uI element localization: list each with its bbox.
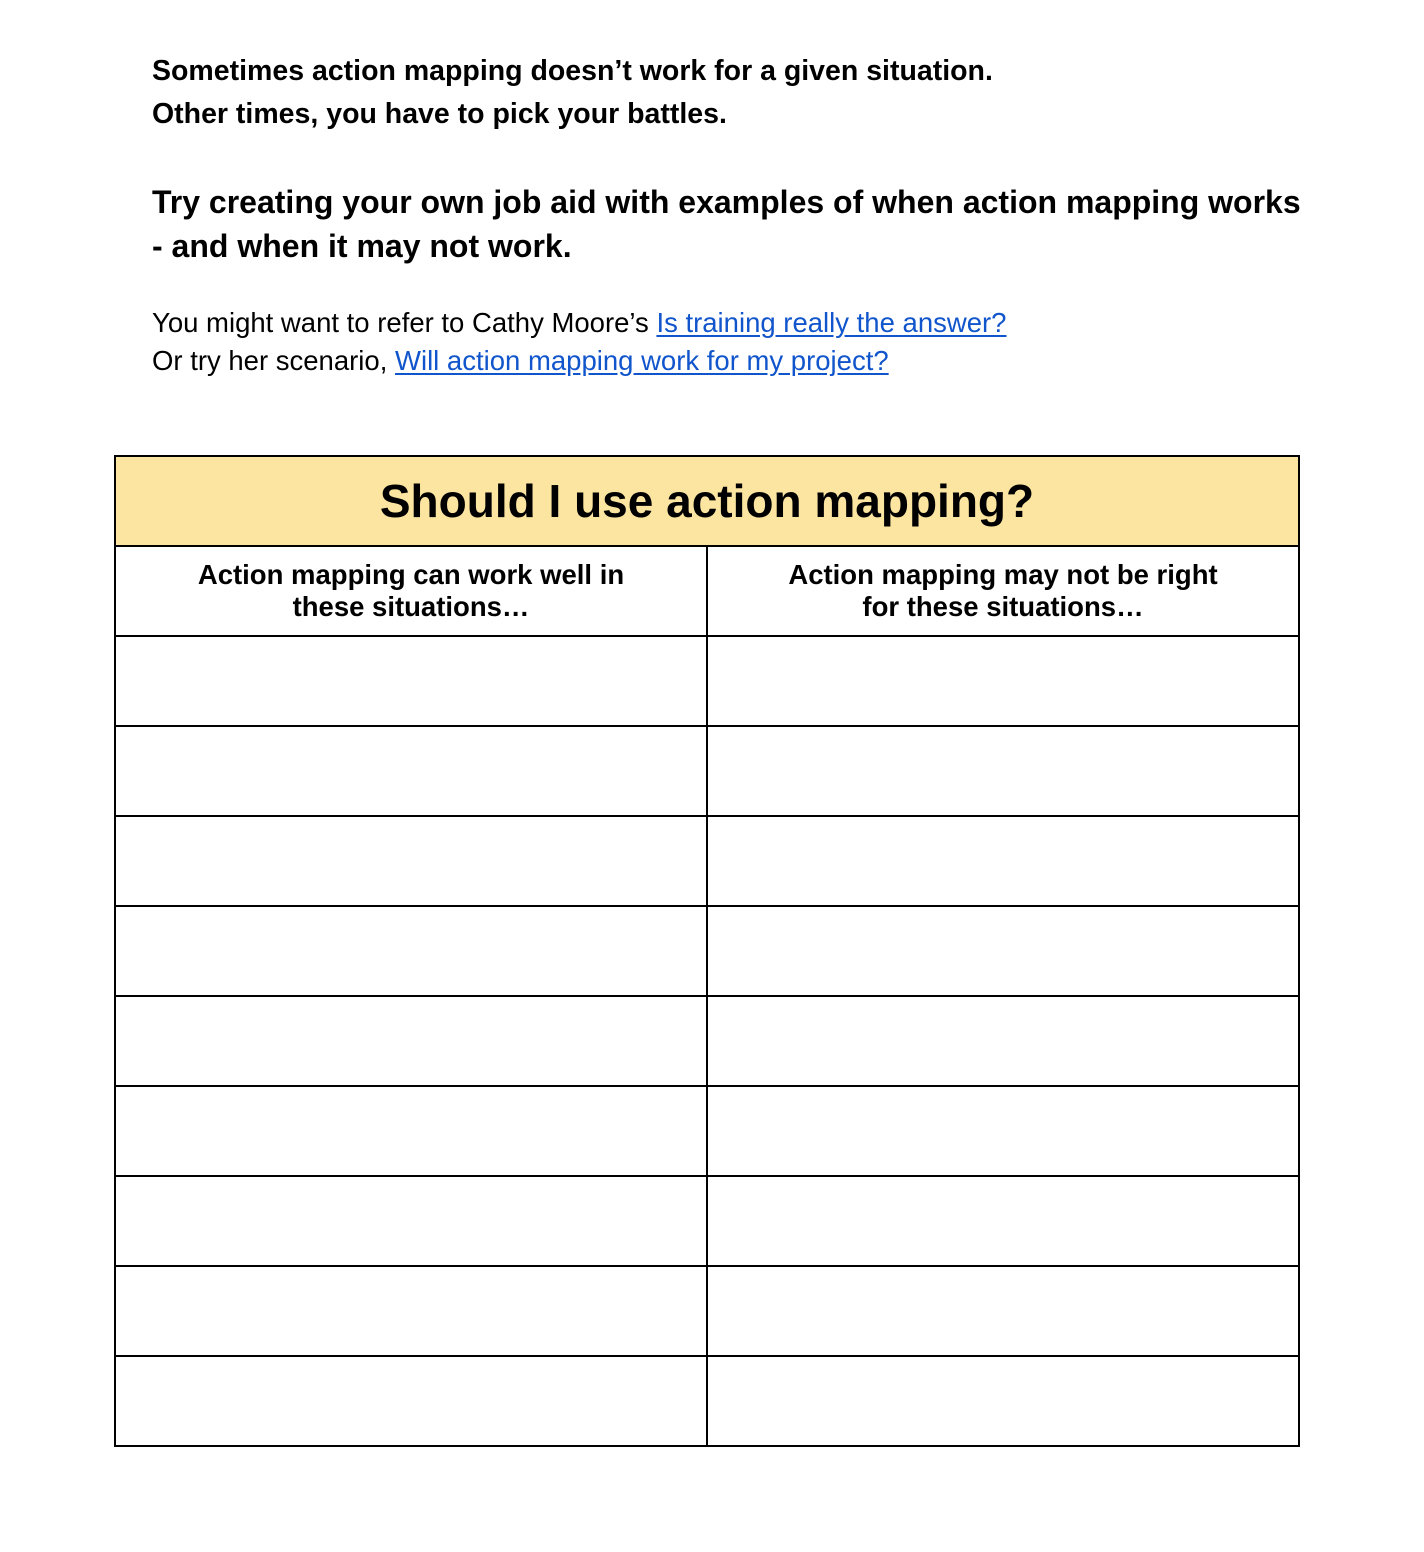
not-cell[interactable] (707, 1086, 1299, 1176)
column-header-works-label: Action mapping can work well in these situations… (197, 559, 625, 622)
job-aid-table (114, 455, 1300, 1447)
table-row (115, 636, 1299, 726)
works-cell[interactable] (115, 816, 707, 906)
table-row (115, 1176, 1299, 1266)
not-cell[interactable] (707, 1266, 1299, 1356)
intro-section (152, 50, 1302, 380)
task-prompt: Try creating your own job aid with examples of when action mapping works - and when it may not work. (152, 184, 1301, 264)
table-row (115, 1266, 1299, 1356)
table-row (115, 726, 1299, 816)
not-cell[interactable] (707, 906, 1299, 996)
ref-line-1-prefix: You might want to refer to Cathy Moore’s (152, 307, 657, 338)
works-cell[interactable] (115, 906, 707, 996)
references (152, 304, 1302, 380)
works-cell[interactable] (115, 726, 707, 816)
not-cell[interactable] (707, 996, 1299, 1086)
table-row (115, 996, 1299, 1086)
table-row (115, 816, 1299, 906)
not-cell[interactable] (707, 816, 1299, 906)
works-cell[interactable] (115, 636, 707, 726)
link-will-action-mapping-work[interactable]: Will action mapping work for my project? (395, 345, 889, 376)
job-aid-title: Should I use action mapping? (115, 456, 1299, 546)
not-cell[interactable] (707, 1176, 1299, 1266)
link-is-training-the-answer[interactable]: Is training really the answer? (656, 307, 1007, 338)
table-row (115, 1086, 1299, 1176)
job-aid-rows (115, 636, 1299, 1446)
column-header-not-label: Action mapping may not be right for these situations… (788, 559, 1218, 622)
lead-line-2: Other times, you have to pick your battles. (152, 98, 727, 130)
not-cell[interactable] (707, 726, 1299, 816)
not-cell[interactable] (707, 636, 1299, 726)
lead-line-1: Sometimes action mapping doesn’t work for a given situation. (152, 55, 993, 87)
works-cell[interactable] (115, 1086, 707, 1176)
works-cell[interactable] (115, 1266, 707, 1356)
ref-line-2-prefix: Or try her scenario, (152, 345, 395, 376)
works-cell[interactable] (115, 1356, 707, 1446)
not-cell[interactable] (707, 1356, 1299, 1446)
works-cell[interactable] (115, 996, 707, 1086)
intro-lead (152, 50, 1302, 136)
table-row (115, 906, 1299, 996)
column-header-not (707, 546, 1299, 636)
column-header-works (115, 546, 707, 636)
works-cell[interactable] (115, 1176, 707, 1266)
table-row (115, 1356, 1299, 1446)
